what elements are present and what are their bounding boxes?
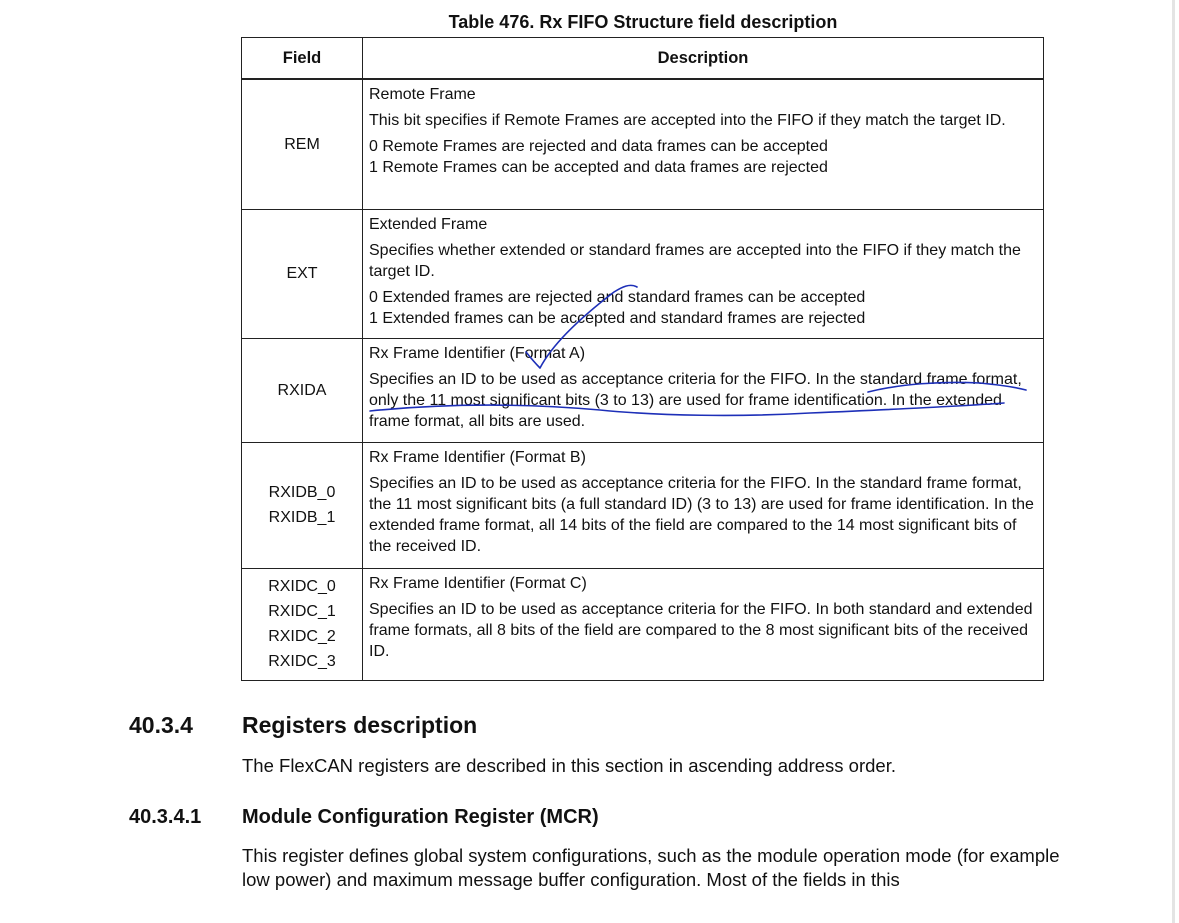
field-cell: [242, 568, 363, 680]
subsection-body-text: This register defines global system configurations, such as the module operation mode (for example low power) and maximum message buffer configuration. Most of the fields in this: [242, 845, 1060, 890]
field-name: RXIDC_1: [268, 603, 336, 620]
description-paragraph: Specifies an ID to be used as acceptance criteria for the FIFO. In both standard and extended frame formats, all 8 bits of the field are compared to the 8 most significant bits of the received ID.: [369, 600, 1033, 660]
table-caption: Table 476. Rx FIFO Structure field description: [448, 12, 838, 32]
description-cell: [363, 79, 1044, 209]
description-title: Remote Frame: [369, 86, 476, 103]
table-row: [242, 209, 1044, 338]
field-name: RXIDA: [277, 381, 327, 399]
description-cell: [363, 568, 1044, 680]
field-cell: [242, 442, 363, 568]
rx-fifo-field-table: [241, 37, 1044, 681]
field-name: RXIDC_2: [268, 628, 336, 645]
field-cell: [242, 338, 363, 442]
field-name: RXIDC_3: [268, 653, 336, 670]
table-row: [242, 338, 1044, 442]
field-name: EXT: [286, 265, 318, 282]
description-paragraph: 0 Remote Frames are rejected and data frames can be accepted 1 Remote Frames can be accepted and data frames are rejected: [369, 138, 828, 176]
section-number: 40.3.4: [129, 712, 193, 738]
description-title: Rx Frame Identifier (Format B): [369, 448, 586, 466]
description-paragraph: Specifies whether extended or standard frames are accepted into the FIFO if they match the target ID.: [369, 241, 1021, 280]
description-cell: [363, 209, 1044, 338]
table-header-row: [242, 38, 1044, 80]
subsection-number: 40.3.4.1: [129, 806, 202, 828]
description-cell: [363, 442, 1044, 568]
description-title: Rx Frame Identifier (Format C): [369, 574, 587, 592]
field-cell: [242, 209, 363, 338]
description-paragraph: 0 Extended frames are rejected and standard frames can be accepted 1 Extended frames can be accepted and standard frames are rejected: [369, 288, 866, 327]
subsection-title: Module Configuration Register (MCR): [242, 806, 599, 828]
section-body-text: The FlexCAN registers are described in this section in ascending address order.: [242, 755, 896, 776]
description-column-header: Description: [363, 38, 1044, 80]
table-row: [242, 79, 1044, 209]
table-row: [242, 442, 1044, 568]
description-paragraph: Specifies an ID to be used as acceptance criteria for the FIFO. In the standard frame format, the 11 most significant bits (a full standard ID) (3 to 13) are used for frame identification. In the extended frame format, all 14 bits of the field are compared to the 14 most significant bits of the received ID.: [369, 474, 1034, 555]
field-column-header: Field: [242, 38, 363, 80]
field-cell: [242, 79, 363, 209]
description-title: Rx Frame Identifier (Format A): [369, 344, 586, 362]
field-name: RXIDB_1: [268, 509, 336, 526]
table-row: [242, 568, 1044, 680]
table-body: [242, 79, 1044, 680]
description-paragraph: This bit specifies if Remote Frames are accepted into the FIFO if they match the target ID.: [369, 112, 1006, 129]
description-cell: [363, 338, 1044, 442]
description-paragraph: Specifies an ID to be used as acceptance criteria for the FIFO. In the standard frame format, only the 11 most significant bits (3 to 13) are used for frame identification. In the extended frame format, all bits are used.: [369, 370, 1022, 430]
field-name: RXIDC_0: [268, 578, 336, 595]
section-title: Registers description: [242, 712, 478, 738]
description-title: Extended Frame: [369, 215, 488, 233]
field-name: RXIDB_0: [268, 484, 336, 501]
field-name: REM: [284, 135, 320, 153]
page-edge-rule: [1172, 0, 1175, 923]
